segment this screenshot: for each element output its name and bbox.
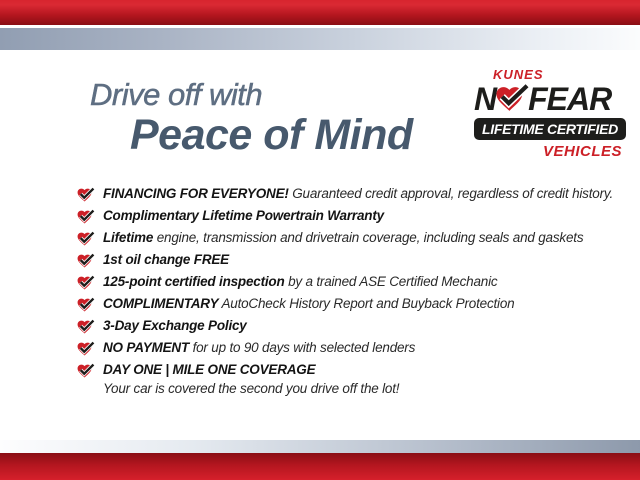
kunes-no-fear-logo [474,68,626,160]
bottom-red-band [0,453,640,480]
benefit-text: COMPLIMENTARY AutoCheck History Report and Buyback Protection [103,296,515,311]
benefit-item [76,252,636,269]
heart-check-icon [76,296,96,313]
logo-letter-n: N [474,81,497,117]
benefit-item [76,186,636,203]
heart-check-icon [495,82,529,114]
benefit-bold-text: FINANCING FOR EVERYONE! [103,186,289,201]
heart-check-icon [76,230,96,247]
logo-vehicles-text: VEHICLES [542,143,622,160]
heart-check-icon [76,274,96,291]
benefit-item [76,274,636,291]
benefit-item [76,296,636,313]
heart-check-icon [76,186,96,203]
benefit-subline: Your car is covered the second you drive off the lot! [103,381,400,396]
benefits-list [76,186,636,402]
headline-line2: Peace of Mind [130,111,413,159]
benefit-item [76,318,636,335]
benefit-bold-text: Lifetime [103,230,154,245]
heart-check-icon [76,318,96,335]
benefit-text: FINANCING FOR EVERYONE! Guaranteed credit approval, regardless of credit history. [103,186,613,201]
benefit-bold-text: DAY ONE | MILE ONE COVERAGE [103,362,316,377]
benefit-item [76,340,636,357]
headline [90,78,413,157]
top-red-band [0,0,640,25]
benefit-bold-text: COMPLIMENTARY [103,296,219,311]
logo-no-fear-text [474,82,626,116]
benefit-text [103,252,229,268]
heart-check-icon [76,252,96,269]
benefit-bold-text: NO PAYMENT [103,340,190,355]
benefit-bold-text: 1st oil change FREE [103,252,229,267]
bottom-steel-band [0,440,640,453]
benefit-text: Lifetime engine, transmission and drivetrain coverage, including seals and gaskets [103,230,584,245]
logo-lifetime-certified-badge: LIFETIME CERTIFIED [474,118,626,140]
benefit-bold-text: Complimentary Lifetime Powertrain Warranty [103,208,384,223]
benefit-item [76,362,636,379]
benefit-text: NO PAYMENT for up to 90 days with selected lenders [103,340,416,355]
headline-line1: Drive off with [90,77,263,112]
logo-kunes-text: KUNES [493,67,544,82]
logo-fear-text: FEAR [528,81,612,117]
benefit-bold-text: 3-Day Exchange Policy [103,318,247,333]
benefit-text: 125-point certified inspection by a trained ASE Certified Mechanic [103,274,498,289]
benefit-item [76,208,636,225]
top-steel-band [0,28,640,50]
benefit-text [103,318,247,334]
benefit-item [76,230,636,247]
benefit-text [103,362,315,378]
heart-check-icon [76,208,96,225]
benefit-text [103,208,384,224]
heart-check-icon [76,340,96,357]
heart-check-icon [76,362,96,379]
benefit-bold-text: 125-point certified inspection [103,274,285,289]
